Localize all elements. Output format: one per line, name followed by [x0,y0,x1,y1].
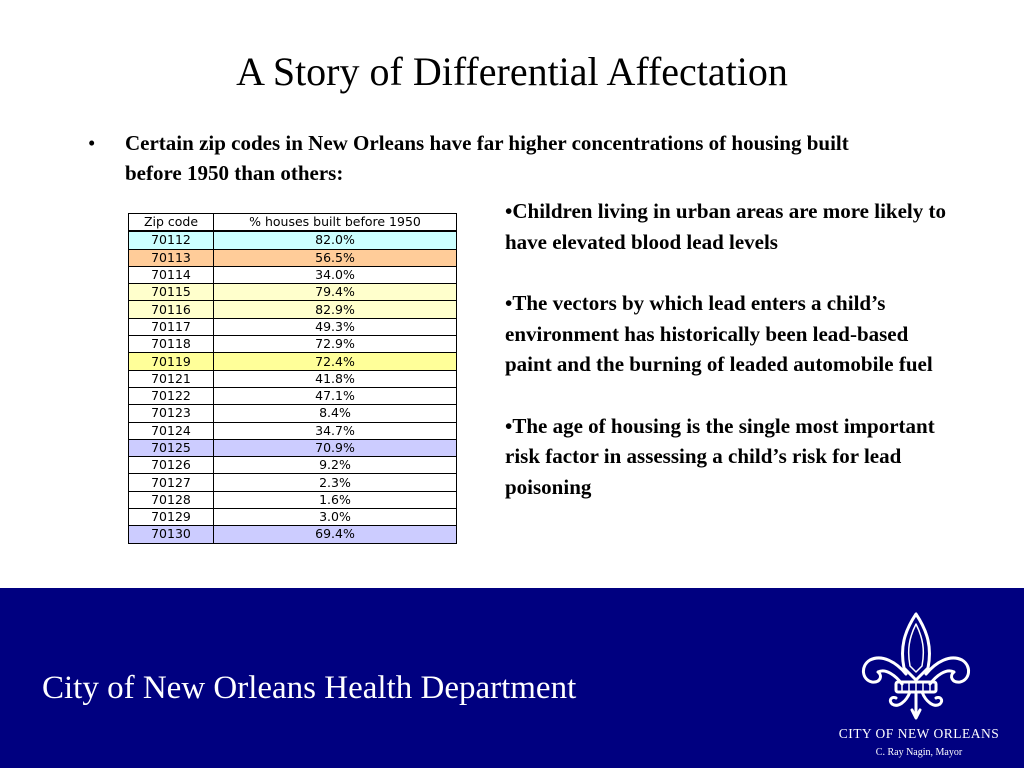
footer-banner [0,588,1024,768]
table-row [129,284,457,301]
percent-cell: 72.4% [214,353,457,370]
percent-cell: 79.4% [214,284,457,301]
percent-cell: 47.1% [214,387,457,404]
percent-cell: 1.6% [214,491,457,508]
table-row [129,318,457,335]
zip-code-cell: 70130 [129,526,214,543]
zip-code-cell: 70124 [129,422,214,439]
table-header-row [129,214,457,232]
table-row [129,457,457,474]
percent-cell: 3.0% [214,509,457,526]
table-row [129,422,457,439]
zip-code-cell: 70115 [129,284,214,301]
table-row [129,405,457,422]
percent-cell: 70.9% [214,439,457,456]
percent-cell: 49.3% [214,318,457,335]
logo-mayor-name: C. Ray Nagin, Mayor [875,747,963,758]
table-row [129,474,457,491]
percent-cell: 9.2% [214,457,457,474]
side-bullet-lead-vectors: •The vectors by which lead enters a child’s environment has historically been lead-based paint and the burning of leaded automobile fuel [505,291,933,376]
table-row [129,336,457,353]
main-bullet [88,128,868,188]
percent-cell: 69.4% [214,526,457,543]
slide-title: A Story of Differential Affectation [236,49,788,94]
zip-code-cell: 70117 [129,318,214,335]
zip-code-cell: 70121 [129,370,214,387]
main-bullet-text: Certain zip codes in New Orleans have far higher concentrations of housing built before 1950 than others: [125,131,849,185]
table-row [129,231,457,249]
zip-code-cell: 70127 [129,474,214,491]
table-row [129,266,457,283]
percent-cell: 2.3% [214,474,457,491]
percent-cell: 34.0% [214,266,457,283]
table-row [129,509,457,526]
header-zip-code: Zip code [129,214,214,232]
table-row [129,370,457,387]
percent-cell: 72.9% [214,336,457,353]
zip-code-cell: 70123 [129,405,214,422]
footer-title: City of New Orleans Health Department [42,670,577,706]
side-bullets [505,196,955,533]
percent-cell: 56.5% [214,249,457,266]
zip-code-cell: 70128 [129,491,214,508]
zip-code-cell: 70129 [129,509,214,526]
header-percent-houses: % houses built before 1950 [214,214,457,232]
zip-code-cell: 70114 [129,266,214,283]
table-row [129,249,457,266]
zip-code-cell: 70125 [129,439,214,456]
zip-code-cell: 70113 [129,249,214,266]
percent-cell: 8.4% [214,405,457,422]
zip-code-cell: 70126 [129,457,214,474]
table-row [129,439,457,456]
zip-code-cell: 70119 [129,353,214,370]
table-row [129,491,457,508]
zip-code-cell: 70116 [129,301,214,318]
zip-code-table [128,213,457,544]
table-row [129,526,457,543]
bullet-marker: • [88,131,96,155]
percent-cell: 82.9% [214,301,457,318]
zip-code-cell: 70122 [129,387,214,404]
logo-city-name: CITY OF NEW ORLEANS [838,726,1000,741]
table-row [129,353,457,370]
zip-code-cell: 70118 [129,336,214,353]
table-body [129,231,457,543]
side-bullet-housing-age: •The age of housing is the single most important risk factor in assessing a child’s risk for lead poisoning [505,413,935,499]
zip-code-cell: 70112 [129,231,214,249]
table-row [129,301,457,318]
percent-cell: 41.8% [214,370,457,387]
side-bullet-urban-children: •Children living in urban areas are more likely to have elevated blood lead levels [505,199,946,254]
percent-cell: 34.7% [214,422,457,439]
fleur-de-lis-icon [856,610,976,722]
table-row [129,387,457,404]
percent-cell: 82.0% [214,231,457,249]
